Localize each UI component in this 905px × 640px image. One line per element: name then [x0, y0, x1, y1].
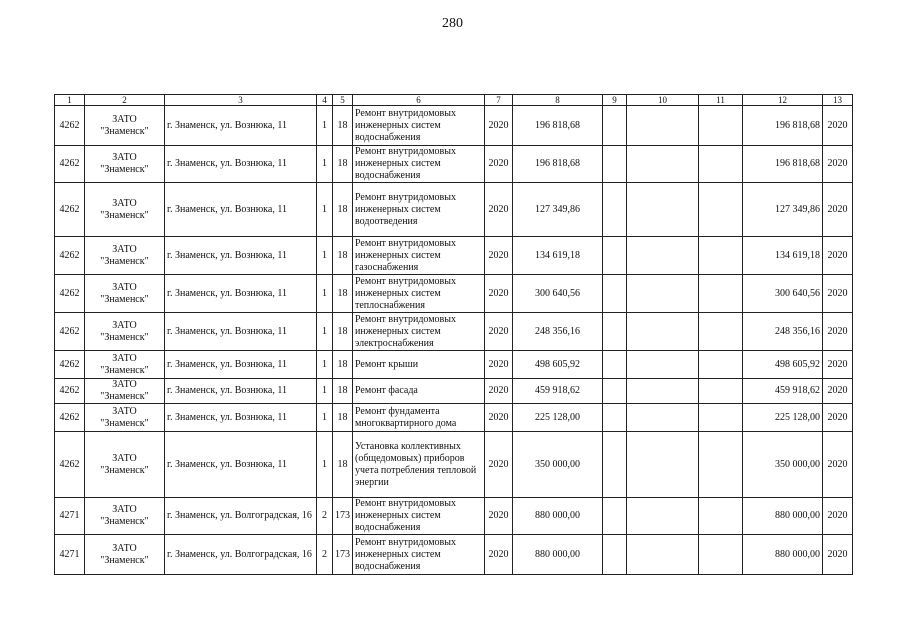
column-header: 3 [165, 95, 317, 106]
work-type: Ремонт внутридомовых инженерных систем водоснабжения [353, 146, 485, 183]
row-id: 4262 [55, 237, 85, 275]
work-type: Установка коллективных (общедомовых) приборов учета потребления тепловой энергии [353, 432, 485, 498]
empty-cell [627, 183, 699, 237]
year: 2020 [485, 106, 513, 146]
column-header: 13 [823, 95, 853, 106]
empty-cell [699, 237, 743, 275]
total-amount: 127 349,86 [743, 183, 823, 237]
empty-cell [699, 183, 743, 237]
work-type: Ремонт фасада [353, 379, 485, 404]
address: г. Знаменск, ул. Вознюка, 11 [165, 379, 317, 404]
amount: 225 128,00 [513, 404, 603, 432]
building-number: 2 [317, 498, 333, 535]
row-id: 4262 [55, 313, 85, 351]
column-header: 2 [85, 95, 165, 106]
work-type: Ремонт внутридомовых инженерных систем водоснабжения [353, 498, 485, 535]
year-end: 2020 [823, 183, 853, 237]
house-number: 18 [333, 146, 353, 183]
municipality: ЗАТО "Знаменск" [85, 379, 165, 404]
house-number: 173 [333, 498, 353, 535]
municipality: ЗАТО "Знаменск" [85, 313, 165, 351]
year: 2020 [485, 404, 513, 432]
page-number: 280 [442, 16, 463, 31]
empty-cell [603, 313, 627, 351]
empty-cell [627, 432, 699, 498]
empty-cell [699, 432, 743, 498]
empty-cell [699, 313, 743, 351]
total-amount: 350 000,00 [743, 432, 823, 498]
empty-cell [627, 379, 699, 404]
row-id: 4271 [55, 498, 85, 535]
building-number: 1 [317, 275, 333, 313]
year-end: 2020 [823, 432, 853, 498]
row-id: 4262 [55, 379, 85, 404]
table-row [55, 498, 853, 535]
table-row [55, 237, 853, 275]
year-end: 2020 [823, 535, 853, 575]
table-row [55, 535, 853, 575]
empty-cell [627, 313, 699, 351]
year-end: 2020 [823, 275, 853, 313]
work-type: Ремонт крыши [353, 351, 485, 379]
row-id: 4262 [55, 146, 85, 183]
column-header: 5 [333, 95, 353, 106]
address: г. Знаменск, ул. Вознюка, 11 [165, 106, 317, 146]
municipality: ЗАТО "Знаменск" [85, 432, 165, 498]
empty-cell [603, 237, 627, 275]
empty-cell [699, 146, 743, 183]
address: г. Знаменск, ул. Вознюка, 11 [165, 351, 317, 379]
amount: 459 918,62 [513, 379, 603, 404]
municipality: ЗАТО "Знаменск" [85, 237, 165, 275]
empty-cell [627, 237, 699, 275]
empty-cell [627, 106, 699, 146]
amount: 196 818,68 [513, 106, 603, 146]
total-amount: 880 000,00 [743, 535, 823, 575]
data-table [54, 94, 853, 575]
year: 2020 [485, 535, 513, 575]
empty-cell [699, 351, 743, 379]
empty-cell [699, 106, 743, 146]
empty-cell [627, 275, 699, 313]
year: 2020 [485, 351, 513, 379]
year: 2020 [485, 275, 513, 313]
work-type: Ремонт внутридомовых инженерных систем водоотведения [353, 183, 485, 237]
table-row [55, 432, 853, 498]
building-number: 1 [317, 106, 333, 146]
column-header: 4 [317, 95, 333, 106]
year: 2020 [485, 432, 513, 498]
work-type: Ремонт внутридомовых инженерных систем водоснабжения [353, 535, 485, 575]
column-header: 9 [603, 95, 627, 106]
amount: 248 356,16 [513, 313, 603, 351]
column-header: 6 [353, 95, 485, 106]
empty-cell [603, 183, 627, 237]
amount: 196 818,68 [513, 146, 603, 183]
address: г. Знаменск, ул. Вознюка, 11 [165, 275, 317, 313]
row-id: 4262 [55, 351, 85, 379]
empty-cell [603, 404, 627, 432]
municipality: ЗАТО "Знаменск" [85, 535, 165, 575]
year-end: 2020 [823, 498, 853, 535]
year-end: 2020 [823, 106, 853, 146]
municipality: ЗАТО "Знаменск" [85, 275, 165, 313]
amount: 880 000,00 [513, 535, 603, 575]
amount: 127 349,86 [513, 183, 603, 237]
address: г. Знаменск, ул. Волгоградская, 16 [165, 498, 317, 535]
row-id: 4262 [55, 432, 85, 498]
amount: 498 605,92 [513, 351, 603, 379]
building-number: 1 [317, 313, 333, 351]
column-header: 1 [55, 95, 85, 106]
building-number: 1 [317, 237, 333, 275]
building-number: 1 [317, 404, 333, 432]
table-row [55, 379, 853, 404]
total-amount: 134 619,18 [743, 237, 823, 275]
house-number: 18 [333, 313, 353, 351]
building-number: 2 [317, 535, 333, 575]
work-type: Ремонт внутридомовых инженерных систем теплоснабжения [353, 275, 485, 313]
table-row [55, 106, 853, 146]
empty-cell [603, 498, 627, 535]
year: 2020 [485, 498, 513, 535]
work-type: Ремонт внутридомовых инженерных систем электроснабжения [353, 313, 485, 351]
house-number: 18 [333, 237, 353, 275]
year: 2020 [485, 146, 513, 183]
year-end: 2020 [823, 379, 853, 404]
column-numbers-row [55, 95, 853, 106]
work-type: Ремонт внутридомовых инженерных систем водоснабжения [353, 106, 485, 146]
empty-cell [699, 379, 743, 404]
table-row [55, 313, 853, 351]
year: 2020 [485, 313, 513, 351]
work-type: Ремонт внутридомовых инженерных систем газоснабжения [353, 237, 485, 275]
year: 2020 [485, 379, 513, 404]
total-amount: 196 818,68 [743, 106, 823, 146]
empty-cell [603, 106, 627, 146]
total-amount: 880 000,00 [743, 498, 823, 535]
amount: 134 619,18 [513, 237, 603, 275]
address: г. Знаменск, ул. Вознюка, 11 [165, 237, 317, 275]
total-amount: 248 356,16 [743, 313, 823, 351]
amount: 300 640,56 [513, 275, 603, 313]
address: г. Знаменск, ул. Вознюка, 11 [165, 432, 317, 498]
empty-cell [627, 535, 699, 575]
empty-cell [627, 404, 699, 432]
empty-cell [627, 351, 699, 379]
building-number: 1 [317, 432, 333, 498]
municipality: ЗАТО "Знаменск" [85, 498, 165, 535]
empty-cell [627, 498, 699, 535]
municipality: ЗАТО "Знаменск" [85, 183, 165, 237]
amount: 350 000,00 [513, 432, 603, 498]
house-number: 18 [333, 432, 353, 498]
total-amount: 498 605,92 [743, 351, 823, 379]
empty-cell [699, 275, 743, 313]
house-number: 18 [333, 404, 353, 432]
house-number: 18 [333, 379, 353, 404]
address: г. Знаменск, ул. Волгоградская, 16 [165, 535, 317, 575]
table-row [55, 351, 853, 379]
total-amount: 196 818,68 [743, 146, 823, 183]
year-end: 2020 [823, 146, 853, 183]
building-number: 1 [317, 351, 333, 379]
column-header: 11 [699, 95, 743, 106]
year: 2020 [485, 183, 513, 237]
table-row [55, 183, 853, 237]
row-id: 4262 [55, 106, 85, 146]
house-number: 18 [333, 183, 353, 237]
house-number: 18 [333, 275, 353, 313]
row-id: 4271 [55, 535, 85, 575]
column-header: 8 [513, 95, 603, 106]
year-end: 2020 [823, 237, 853, 275]
empty-cell [603, 535, 627, 575]
year-end: 2020 [823, 404, 853, 432]
amount: 880 000,00 [513, 498, 603, 535]
municipality: ЗАТО "Знаменск" [85, 146, 165, 183]
year-end: 2020 [823, 351, 853, 379]
work-type: Ремонт фундамента многоквартирного дома [353, 404, 485, 432]
house-number: 18 [333, 106, 353, 146]
table-row [55, 404, 853, 432]
empty-cell [699, 535, 743, 575]
row-id: 4262 [55, 183, 85, 237]
total-amount: 225 128,00 [743, 404, 823, 432]
table-row [55, 146, 853, 183]
empty-cell [603, 146, 627, 183]
table-row [55, 275, 853, 313]
empty-cell [627, 146, 699, 183]
empty-cell [603, 351, 627, 379]
empty-cell [603, 432, 627, 498]
column-header: 10 [627, 95, 699, 106]
house-number: 173 [333, 535, 353, 575]
row-id: 4262 [55, 404, 85, 432]
empty-cell [699, 404, 743, 432]
municipality: ЗАТО "Знаменск" [85, 351, 165, 379]
column-header: 12 [743, 95, 823, 106]
empty-cell [699, 498, 743, 535]
address: г. Знаменск, ул. Вознюка, 11 [165, 146, 317, 183]
address: г. Знаменск, ул. Вознюка, 11 [165, 313, 317, 351]
house-number: 18 [333, 351, 353, 379]
municipality: ЗАТО "Знаменск" [85, 404, 165, 432]
municipality: ЗАТО "Знаменск" [85, 106, 165, 146]
total-amount: 300 640,56 [743, 275, 823, 313]
row-id: 4262 [55, 275, 85, 313]
address: г. Знаменск, ул. Вознюка, 11 [165, 404, 317, 432]
total-amount: 459 918,62 [743, 379, 823, 404]
building-number: 1 [317, 183, 333, 237]
empty-cell [603, 275, 627, 313]
year-end: 2020 [823, 313, 853, 351]
year: 2020 [485, 237, 513, 275]
building-number: 1 [317, 146, 333, 183]
empty-cell [603, 379, 627, 404]
column-header: 7 [485, 95, 513, 106]
building-number: 1 [317, 379, 333, 404]
address: г. Знаменск, ул. Вознюка, 11 [165, 183, 317, 237]
